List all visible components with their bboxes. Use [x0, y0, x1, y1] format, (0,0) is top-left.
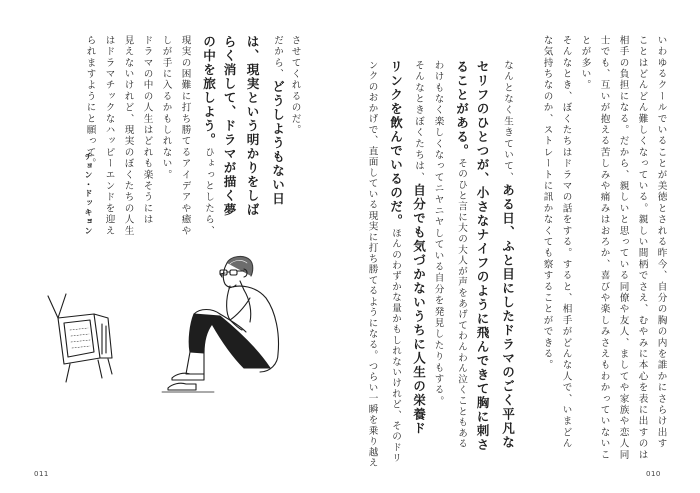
- right-line-13: [386, 60, 405, 463]
- left-line-8: ドラマの中の人生はどれも楽そうには: [141, 35, 153, 226]
- page-number-left: 011: [34, 470, 49, 478]
- author-signature: チョン・ドッキョン: [84, 152, 94, 236]
- left-line-10: はドラマチックなハッピーエンドを迎え: [103, 35, 115, 237]
- left-line-11: られますようにと願って。: [84, 35, 96, 170]
- right-line-7: な気持ちなのか、ストレートに訊かなくても察することができる。: [541, 35, 553, 371]
- right-line-1: いわゆるクールでいることが美徳とされる昨今、自分の胸の内を誰かにさらけ出す: [655, 35, 667, 450]
- right-line-10: [452, 60, 471, 450]
- left-line-9: 見えないけれど、現実のぼくたちの人生: [122, 35, 134, 237]
- person: [162, 256, 279, 392]
- right-line-13-bold: リンクを飲んでいるのだ。: [388, 60, 403, 228]
- right-line-14: ンクのおかげで、直面している現実に打ち勝てるようになる。つらい一瞬を乗り越え: [366, 60, 378, 469]
- page-number-right: 010: [646, 470, 661, 478]
- right-line-8-bold: ある日、ふと目にしたドラマのごく平凡な: [500, 183, 515, 450]
- left-line-1: させてくれるのだ。: [289, 35, 301, 136]
- right-line-12-bold: 自分でも気づかないうちに人生の栄養ド: [411, 183, 426, 436]
- right-line-12: [409, 60, 428, 435]
- left-line-5-bold: の中を旅しよう。: [201, 35, 216, 147]
- right-line-6: そんなとき、ぼくたちはドラマの話をする。すると、相手がどんな人で、いまどん: [560, 35, 572, 450]
- left-line-2: [268, 35, 287, 206]
- right-line-10-bold: ることがある。: [454, 60, 469, 158]
- person-watching-tv-illustration: [44, 254, 296, 406]
- right-line-2: ことはどんどん難しくなっている。親しい間柄でさえ、むやみに本心を表に出すのは: [636, 35, 648, 461]
- left-line-2-bold: どうしようもない日: [270, 79, 285, 206]
- right-line-5: とが多い。: [579, 35, 591, 91]
- left-line-6: 現実の困難に打ち勝てるアイデアや癒や: [179, 35, 191, 237]
- left-line-5-plain: ひょっとしたら、: [203, 147, 214, 237]
- right-line-4: 士でも、互いが抱える苦しみや痛みはおろか、喜びや楽しみさえもわかっていないこ: [598, 35, 610, 461]
- right-line-11: わけもなく楽しくなってニヤニヤしている自分を発見したりもする。: [432, 60, 444, 408]
- left-line-5: [199, 35, 218, 237]
- left-line-4: らく消して、ドラマが描く夢: [221, 35, 237, 217]
- left-line-3: は、現実という明かりをしば: [244, 35, 260, 217]
- left-line-2-plain: だから、: [272, 35, 283, 80]
- right-line-10-plain: そのひと言に大の大人が声をあげてわんわん泣くこともある: [456, 158, 467, 450]
- left-line-7: しが手に入るかもしれない。: [160, 35, 172, 181]
- right-line-13-plain: ほんのわずかな量かもしれないけれど、そのドリ: [390, 228, 401, 464]
- right-line-8: [498, 60, 517, 449]
- right-line-3: 相手の負担になる。だから、親しいと思っている同僚や友人、ましてや家族や恋人同: [617, 35, 629, 461]
- right-line-9: セリフのひとつが、小さなナイフのように飛んできて胸に刺さ: [474, 60, 490, 452]
- tv-icon: [48, 294, 112, 382]
- right-line-8-plain: なんとなく生きていて、: [502, 60, 513, 184]
- right-line-12-plain: そんなときぼくたちは、: [413, 60, 424, 184]
